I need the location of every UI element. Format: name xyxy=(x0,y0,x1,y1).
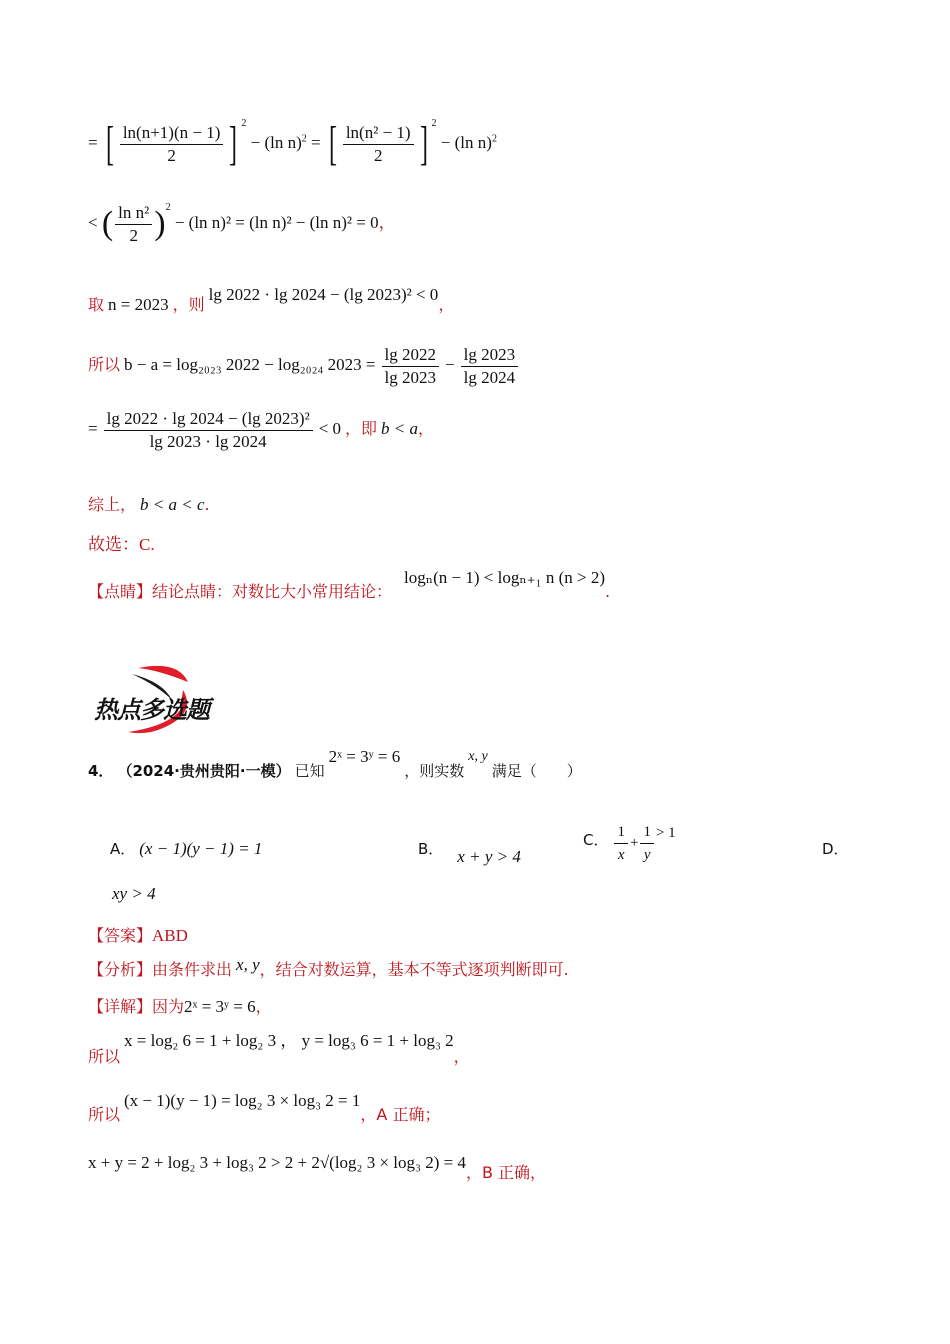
take-label: 取 xyxy=(88,295,105,314)
choose-line: 故选：C. xyxy=(88,535,155,554)
detail-label: 【详解】 xyxy=(88,997,153,1016)
option-a-label: A． xyxy=(110,840,136,858)
fraction-numerator: ln n² xyxy=(115,203,152,225)
satisfy-label: 满足（ ） xyxy=(491,762,582,780)
fraction-numerator: lg 2022 · lg 2024 − (lg 2023)² xyxy=(104,409,313,431)
equals-sign: = xyxy=(88,419,98,439)
question-source: （2024·贵州贵阳·一模） xyxy=(117,762,291,780)
equals-sign: = xyxy=(311,133,321,152)
fraction-denominator: lg 2023 xyxy=(384,368,437,387)
option-c[interactable] xyxy=(583,822,676,865)
logo-text-part: 热点多选题 xyxy=(94,696,209,724)
summary-expr: b < a < c xyxy=(140,495,205,514)
ji-label: ，即 xyxy=(345,419,378,439)
section-logo xyxy=(88,660,233,742)
b-correct: ，B 正确， xyxy=(465,1163,547,1182)
comma: ， xyxy=(378,213,396,232)
a-expr: (x − 1)(y − 1) = log₂ 3 × log₃ 2 = 1 xyxy=(124,1091,361,1110)
fraction-denominator: y xyxy=(643,847,651,863)
exponent: 2 xyxy=(491,133,497,145)
detail-line xyxy=(88,994,272,1017)
comma: ， xyxy=(438,295,455,314)
fraction-lg-b xyxy=(461,345,518,388)
combined-fraction-line xyxy=(88,409,434,452)
combined-fraction xyxy=(104,409,313,452)
tip-expr: logₙ(n − 1) < logₙ₊₁ n (n > 2) xyxy=(404,568,605,587)
fraction-2-numerator: ln(n² − 1) xyxy=(343,123,414,145)
summary-label: 综上， xyxy=(88,495,137,514)
detail-text: 因为 xyxy=(152,997,185,1016)
analysis-text-2: ，结合对数运算，基本不等式逐项判断即可. xyxy=(259,960,569,979)
exponent: 2 xyxy=(301,133,307,145)
fraction-2-denominator: 2 xyxy=(373,145,383,165)
analysis-vars: x, y xyxy=(236,955,260,974)
equals-sign: = xyxy=(88,133,98,152)
option-d-text: xy > 4 xyxy=(112,884,156,903)
known-label: 已知 xyxy=(294,762,325,780)
fraction-numerator: lg 2022 xyxy=(382,345,439,367)
fraction-lg-a xyxy=(382,345,439,388)
detail-b-line xyxy=(88,1150,547,1182)
exponent: 2 xyxy=(165,202,171,213)
answer-value: ABD xyxy=(152,926,188,945)
fraction-one-over-x xyxy=(614,822,628,865)
plus-sign: + xyxy=(629,835,639,852)
answer-label: 【答案】 xyxy=(88,926,153,945)
option-d[interactable] xyxy=(822,838,849,859)
left-bracket: [ xyxy=(105,117,114,171)
exponent: 2 xyxy=(241,118,247,129)
tip-label: 【点睛】结论点睛：对数比大小常用结论： xyxy=(88,582,393,601)
option-a-text: (x − 1)(y − 1) = 1 xyxy=(139,839,263,858)
fraction-1-numerator: ln(n+1)(n − 1) xyxy=(120,123,224,145)
b-minus-a-line xyxy=(88,345,520,388)
then-label: ，则实数 xyxy=(404,762,465,780)
left-bracket: [ xyxy=(328,117,337,171)
option-b-text: x + y > 4 xyxy=(457,847,521,866)
less-than-zero: < 0 xyxy=(318,419,342,439)
b-minus-a-expr: b − a = log₂₀₂₃ 2022 − log₂₀₂₄ 2023 = xyxy=(124,355,376,375)
right-paren: ) xyxy=(154,205,166,243)
n-value: n = 2023 xyxy=(108,295,169,314)
option-d-label: D． xyxy=(822,840,849,858)
condition-expr: 2ˣ = 3ʸ = 6 xyxy=(328,747,401,766)
xy-values: x = log₂ 6 = 1 + log₂ 3 ， y = log₃ 6 = 1 + log₃ 2 xyxy=(124,1031,454,1050)
fraction-numerator: lg 2023 xyxy=(461,345,518,367)
dot: . xyxy=(604,582,611,601)
take-n-line xyxy=(88,285,455,315)
then-label: ，则 xyxy=(172,295,205,314)
detail-xy-line xyxy=(88,1026,470,1066)
dot: . xyxy=(204,495,210,514)
fraction-numerator: 1 xyxy=(614,822,628,844)
option-b-label: B． xyxy=(418,840,444,858)
question-4 xyxy=(88,747,582,781)
option-a[interactable] xyxy=(110,838,262,859)
fraction-one-over-y xyxy=(640,822,654,865)
option-b[interactable] xyxy=(418,838,521,866)
right-bracket: ] xyxy=(419,117,428,171)
analysis-line xyxy=(88,957,569,980)
fraction-2 xyxy=(343,123,414,166)
answer-line xyxy=(88,923,188,946)
fraction-1 xyxy=(120,123,224,166)
vars-xy: x, y xyxy=(468,749,488,764)
so-label: 所以 xyxy=(88,1105,121,1124)
comma: ， xyxy=(453,1047,470,1066)
tip-line xyxy=(88,565,611,601)
comma: ， xyxy=(255,997,272,1016)
option-c-label: C． xyxy=(583,831,609,850)
detail-cond: 2ˣ = 3ʸ = 6 xyxy=(184,997,256,1016)
minus-sign: − xyxy=(445,355,455,375)
exponent: 2 xyxy=(431,118,437,129)
so-label: 所以 xyxy=(88,355,121,375)
logo-text xyxy=(94,690,209,725)
b-expr: x + y = 2 + log₂ 3 + log₃ 2 > 2 + 2√(log₂ 3 × log₃ 2) = 4 xyxy=(88,1153,466,1172)
b-less-a: b < a xyxy=(381,419,419,439)
fraction-ln-n-squared xyxy=(115,203,152,246)
analysis-text-1: 由条件求出 xyxy=(152,960,233,979)
minus-ln-n: − (ln n) xyxy=(250,133,302,152)
left-paren: ( xyxy=(101,205,114,243)
question-number: 4． xyxy=(88,762,114,780)
greater-than-one: > 1 xyxy=(655,825,676,842)
a-correct: ，A 正确； xyxy=(360,1105,441,1124)
fraction-denominator: lg 2024 xyxy=(463,368,516,387)
minus-ln-n: − (ln n) xyxy=(440,133,492,152)
fraction-denominator: 2 xyxy=(129,225,138,245)
lg-inequality: lg 2022 · lg 2024 − (lg 2023)² < 0 xyxy=(208,285,439,304)
fraction-denominator: x xyxy=(617,847,625,863)
analysis-label: 【分析】 xyxy=(88,960,153,979)
so-label: 所以 xyxy=(88,1047,121,1066)
derivation-line-1 xyxy=(88,117,497,171)
less-than: < xyxy=(88,213,98,232)
derivation-line-2 xyxy=(88,202,396,246)
comma: ， xyxy=(418,419,435,439)
right-bracket: ] xyxy=(229,117,238,171)
summary-line xyxy=(88,492,210,515)
fraction-denominator: lg 2023 · lg 2024 xyxy=(149,432,267,451)
line-2-rest: − (ln n)² = (ln n)² − (ln n)² = 0 xyxy=(174,213,379,232)
detail-a-line xyxy=(88,1088,441,1124)
fraction-numerator: 1 xyxy=(640,822,654,844)
fraction-1-denominator: 2 xyxy=(167,145,176,165)
